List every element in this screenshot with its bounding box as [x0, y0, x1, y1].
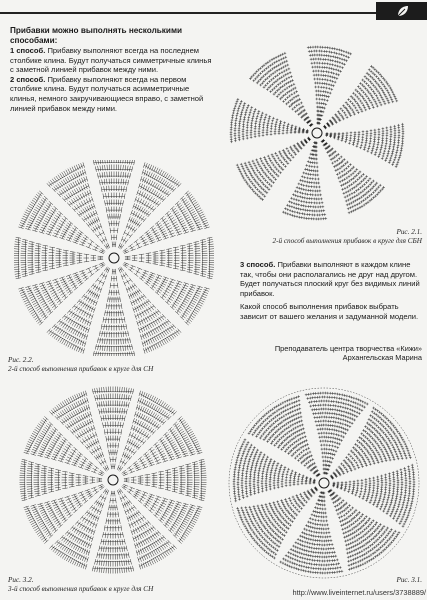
author-credits	[250, 344, 422, 363]
wedge	[24, 484, 105, 543]
wedge	[122, 416, 203, 475]
figure-3-1-number: Рис. 3.1.	[396, 576, 422, 584]
wedge	[321, 139, 385, 214]
method-1-text: Прибавку выполняют всегда на последнем столбике клина. Будут получаться симметричные клинья с заметной линией прибавок между ними.	[10, 46, 212, 75]
wedge	[14, 237, 103, 279]
wedge	[93, 160, 135, 247]
wedge	[49, 489, 108, 570]
figure-3-2-title: 3-й способ выполнения прибавок в круге для СН	[8, 585, 154, 593]
method-3-paragraph	[240, 260, 420, 298]
figure-3-1-caption	[232, 576, 422, 585]
method-2-paragraph	[10, 75, 215, 113]
leaf-icon	[396, 4, 410, 18]
method-1-paragraph	[10, 46, 215, 75]
section-tab	[376, 2, 427, 20]
figure-2-2-diagram	[14, 160, 214, 356]
method-2-text: Прибавку выполняют всегда на первом столбике клина. Будут получаться асимметричные клинья, немного закручивающиеся вправо, с заметной линией прибавок между ними.	[10, 74, 204, 113]
figure-2-2-title: 2-й способ выполнения прибавок в круге для СН	[8, 365, 154, 373]
method-2-label: 2 способ.	[10, 74, 46, 84]
source-url: http://www.liveinternet.ru/users/3738889/	[292, 588, 426, 597]
figure-2-1-title: 2-й способ выполнения прибавок в круге для СБН	[272, 237, 422, 245]
figure-2-1-number: Рис. 2.1.	[396, 228, 422, 236]
figure-3-1-diagram	[226, 385, 422, 581]
method-3-label: 3 способ.	[240, 260, 276, 269]
method-3-text	[240, 260, 420, 326]
credits-line-2: Архангельская Марина	[342, 353, 422, 363]
figure-2-1-diagram	[212, 42, 422, 224]
method-1-label: 1 способ.	[10, 46, 46, 55]
figure-3-2-number: Рис. 3.2.	[8, 576, 34, 584]
figure-2-1-caption	[228, 228, 422, 246]
method-3-body: Прибавки выполняют в каждом клине так, чтобы они располагались не друг над другом. Будет получаться плоский круг без видимых линий прибавок.	[240, 260, 420, 298]
intro-text	[10, 26, 215, 113]
wedge	[236, 486, 318, 559]
figure-3-2-caption	[8, 576, 208, 594]
wedge	[122, 484, 203, 543]
wedge	[249, 52, 313, 127]
method-choice-note: Какой способ выполнения прибавок выбрать зависит от вашего желания и задуманной модели.	[240, 302, 419, 321]
wedge	[125, 237, 214, 279]
top-rule-line	[0, 12, 380, 14]
intro-heading: Прибавки можно выполнять несколькими способами:	[10, 26, 183, 45]
wedge	[327, 489, 400, 571]
wedge	[24, 416, 105, 475]
wedge	[93, 269, 135, 356]
wedge	[49, 391, 108, 472]
wedge	[236, 137, 311, 201]
figure-2-2-number: Рис. 2.2.	[8, 356, 34, 364]
wedge	[323, 65, 398, 129]
wedge	[117, 391, 176, 472]
figure-2-2-caption	[8, 356, 208, 374]
wedge	[248, 395, 321, 477]
figure-3-2-diagram	[10, 385, 216, 575]
credits-line-1: Преподаватель центра творчества «Кижи»	[274, 344, 422, 353]
top-rule	[0, 0, 427, 22]
wedge	[117, 489, 176, 570]
wedge	[330, 407, 412, 480]
